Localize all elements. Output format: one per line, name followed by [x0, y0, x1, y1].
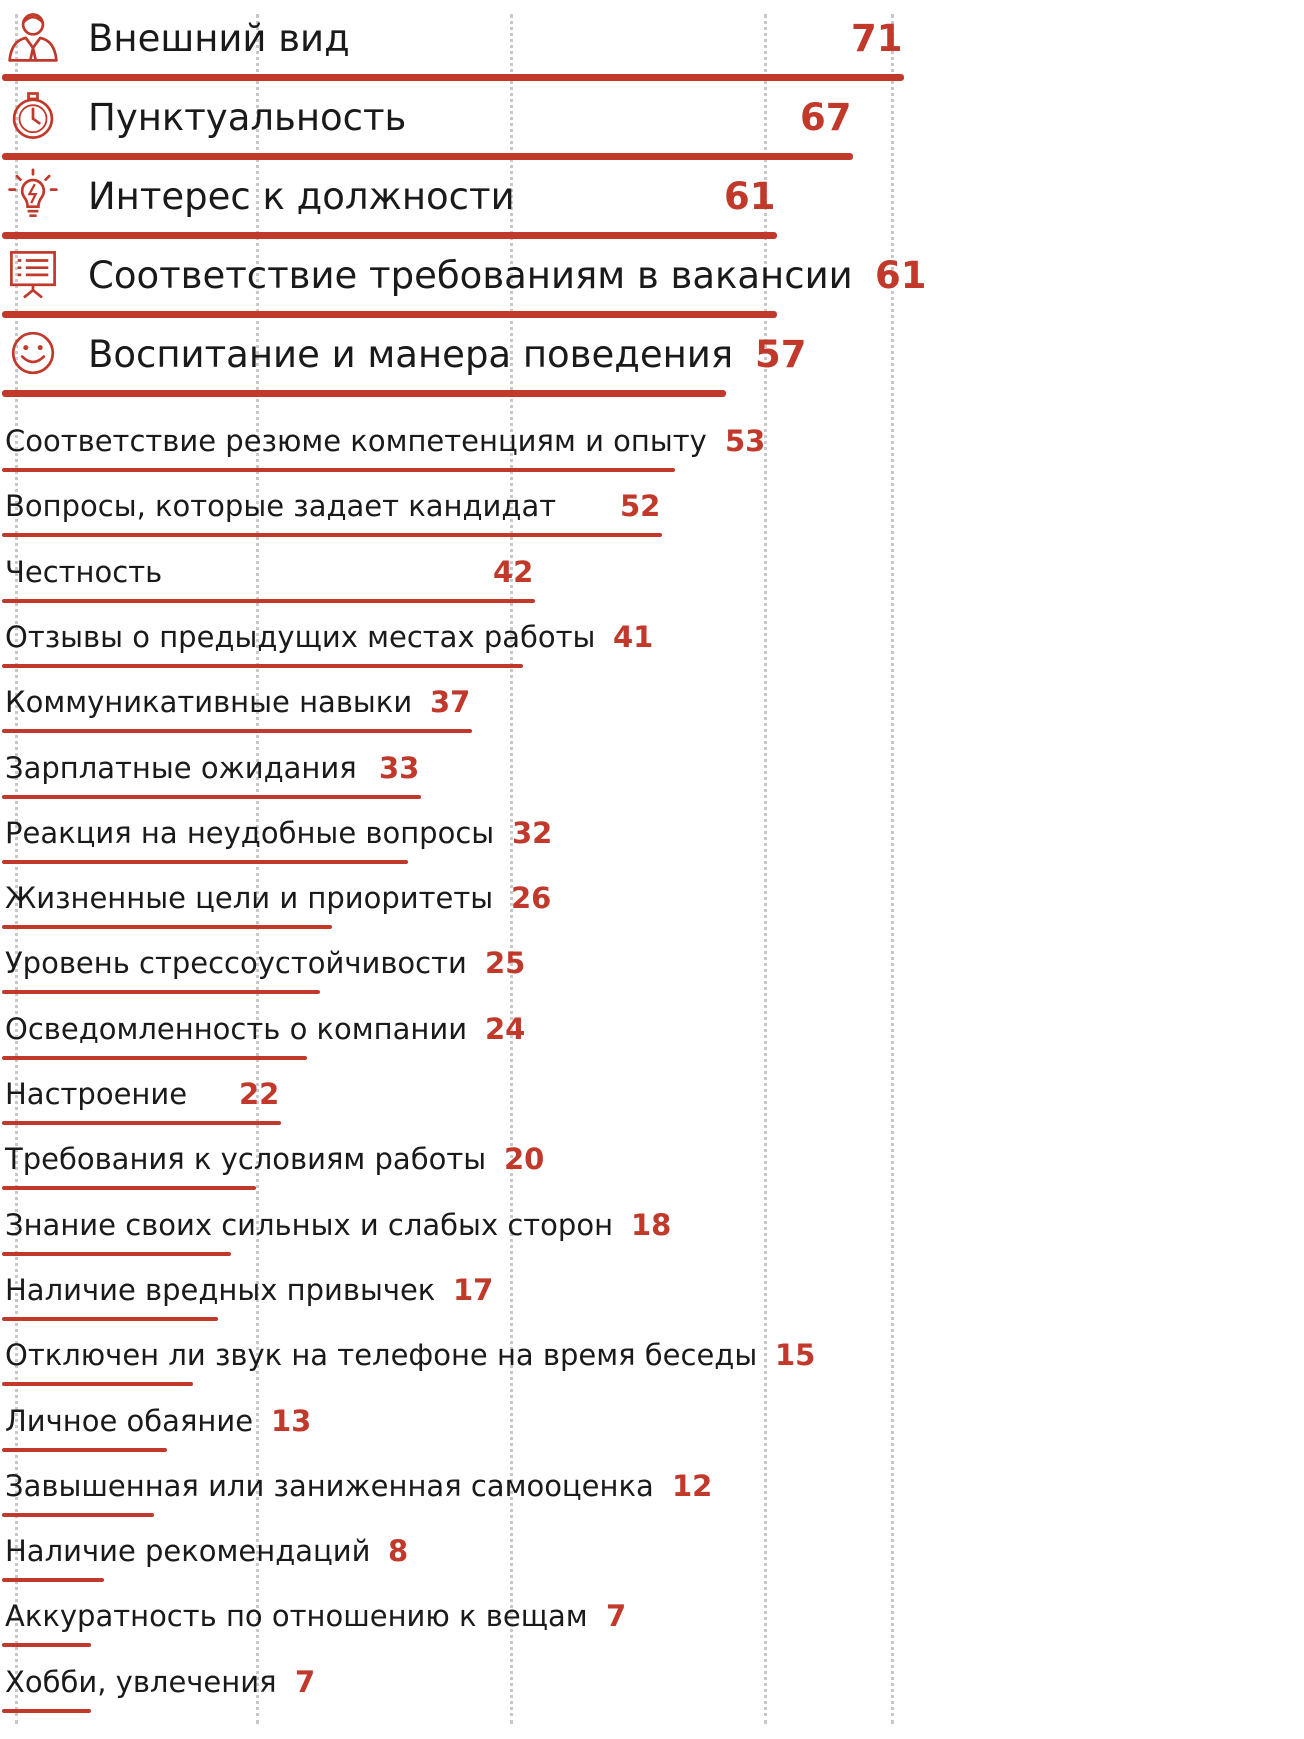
bar-value-label: 71 — [851, 17, 903, 60]
bar — [2, 390, 726, 397]
bar-value-label: 12 — [672, 1468, 713, 1503]
bar-value-label: 61 — [724, 175, 776, 218]
bar — [2, 1382, 193, 1386]
bar-label: Настроение — [5, 1077, 188, 1111]
bar-value-label: 18 — [631, 1207, 672, 1242]
bar-value-label: 25 — [485, 946, 526, 981]
bar — [2, 729, 472, 733]
bar — [2, 1578, 104, 1582]
bar-label: Аккуратность по отношению к вещам — [5, 1599, 588, 1634]
bar — [2, 1643, 91, 1647]
bar — [2, 468, 675, 472]
bar — [2, 925, 332, 929]
bar-label: Знание своих сильных и слабых сторон — [5, 1207, 614, 1242]
bar — [2, 860, 408, 864]
bar-label: Интерес к должности — [88, 175, 515, 218]
bar-value-label: 7 — [606, 1599, 627, 1634]
bar-value-label: 24 — [485, 1011, 526, 1046]
bar-label: Честность — [5, 554, 163, 589]
bar-value-label: 8 — [388, 1534, 409, 1569]
bar-value-label: 7 — [295, 1664, 316, 1699]
bar-value-label: 57 — [755, 333, 807, 376]
bar — [2, 1448, 167, 1452]
bar-value-label: 37 — [430, 685, 471, 720]
bar-value-label: 20 — [504, 1142, 545, 1177]
bar-value-label: 26 — [511, 881, 552, 916]
bar — [2, 232, 777, 239]
bar — [2, 153, 853, 160]
bar-label: Уровень стрессоустойчивости — [5, 946, 467, 981]
bar-label: Отключен ли звук на телефоне на время беседы — [5, 1338, 758, 1373]
bar-value-label: 42 — [493, 554, 534, 589]
stopwatch-icon — [6, 89, 60, 143]
bar-label: Отзывы о предыдущих местах работы — [5, 619, 596, 654]
bar-value-label: 22 — [239, 1077, 280, 1111]
bar — [2, 1252, 231, 1256]
bar-value-label: 67 — [800, 96, 852, 139]
bar-label: Хобби, увлечения — [5, 1664, 277, 1699]
bar-value-label: 33 — [379, 750, 420, 785]
bar — [2, 599, 535, 603]
bar-label: Внешний вид — [88, 17, 350, 60]
bar-value-label: 52 — [620, 489, 661, 524]
bar-value-label: 41 — [613, 619, 654, 654]
bar — [2, 311, 777, 318]
bar-label: Требования к условиям работы — [5, 1142, 487, 1177]
bar — [2, 533, 662, 537]
bar-label: Осведомленность о компании — [5, 1011, 468, 1046]
bar — [2, 1056, 307, 1060]
bar-label: Воспитание и манера поведения — [88, 333, 734, 376]
bar-label: Жизненные цели и приоритеты — [5, 881, 494, 916]
bar-value-label: 32 — [512, 815, 553, 850]
bar-label: Личное обаяние — [5, 1403, 254, 1438]
bar-value-label: 61 — [875, 254, 927, 297]
bar — [2, 1121, 281, 1125]
person-icon — [6, 10, 60, 64]
bar-label: Вопросы, которые задает кандидат — [5, 489, 557, 524]
bar-label: Наличие вредных привычек — [5, 1272, 436, 1307]
bar-label: Зарплатные ожидания — [5, 750, 357, 785]
bar-value-label: 53 — [725, 424, 766, 458]
bar — [2, 990, 320, 994]
bar — [2, 1186, 256, 1190]
lightbulb-icon — [6, 168, 60, 222]
bar-value-label: 17 — [453, 1272, 494, 1307]
bar-label: Пунктуальность — [88, 96, 407, 139]
bar — [2, 74, 904, 81]
bar-label: Реакция на неудобные вопросы — [5, 815, 495, 850]
bar-label: Наличие рекомендаций — [5, 1534, 371, 1569]
presentation-board-icon — [6, 247, 60, 301]
bar — [2, 795, 421, 799]
bar-label: Завышенная или заниженная самооценка — [5, 1468, 654, 1503]
bar-label: Соответствие резюме компетенциям и опыту — [5, 424, 707, 458]
bar — [2, 1317, 218, 1321]
bar — [2, 664, 523, 668]
bar — [2, 1513, 154, 1517]
bar-value-label: 13 — [271, 1403, 312, 1438]
bar — [2, 1709, 91, 1713]
smiley-icon — [6, 326, 60, 380]
bar-label: Коммуникативные навыки — [5, 685, 413, 720]
bar-value-label: 15 — [775, 1338, 816, 1373]
bar-label: Соответствие требованиям в вакансии — [88, 254, 853, 297]
